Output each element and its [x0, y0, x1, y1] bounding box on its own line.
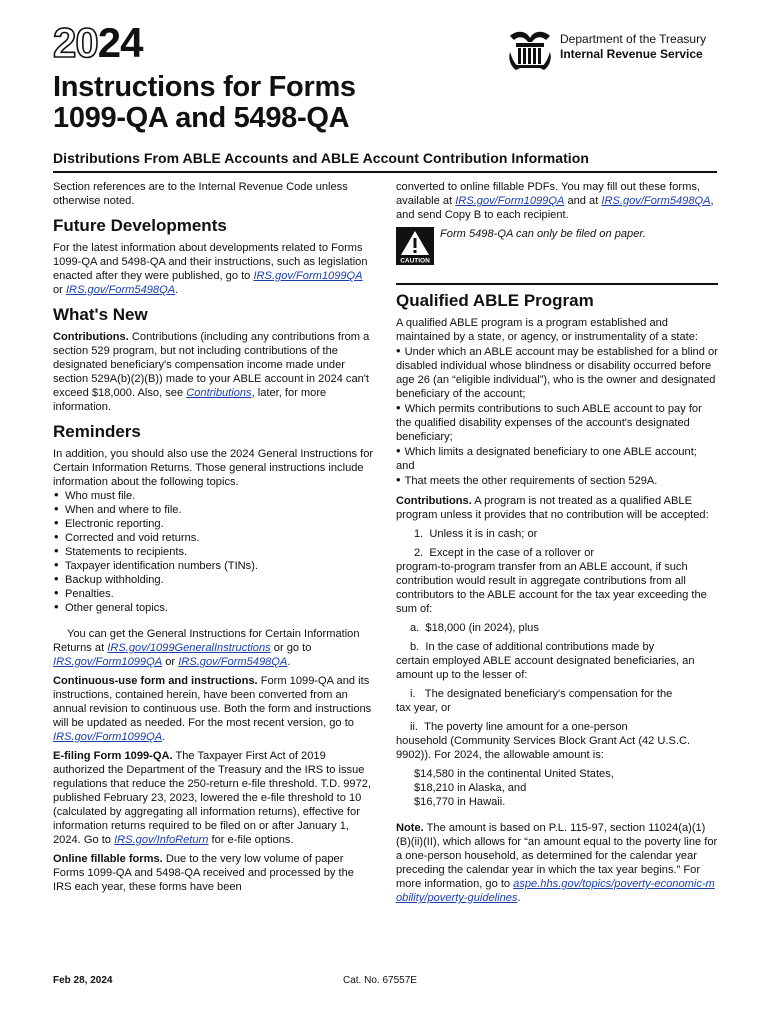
caution-icon	[396, 227, 434, 265]
allowable-amounts	[396, 767, 718, 809]
item-b: b. In the case of additional contributions made by certain employed ABLE account designated beneficiaries, an amount up to the lesser of:	[396, 641, 695, 681]
list-item: • Corrected and void returns.	[53, 531, 375, 545]
general-instructions-link[interactable]: IRS.gov/1099GeneralInstructions	[107, 642, 271, 654]
agency-name: Department of the Treasury Internal Revenue Service	[560, 32, 707, 61]
reminders-heading: Reminders	[53, 422, 141, 441]
list-item: • Who must file.	[53, 489, 375, 503]
item-a: a. $18,000 (in 2024), plus	[410, 622, 539, 634]
svg-text:CAUTION: CAUTION	[400, 257, 430, 265]
page-title: Instructions for Forms 1099-QA and 5498-QA	[53, 71, 356, 134]
header-divider	[53, 171, 717, 173]
list-item: • Statements to recipients.	[53, 545, 375, 559]
future-link-1099qa[interactable]: IRS.gov/Form1099QA	[253, 270, 363, 282]
footer-date: Feb 28, 2024	[53, 975, 113, 986]
fillable-link-5498qa[interactable]: IRS.gov/Form5498QA	[601, 195, 711, 207]
fillable-link-1099qa[interactable]: IRS.gov/Form1099QA	[455, 195, 565, 207]
list-item: • Other general topics.	[53, 601, 375, 615]
general-link-5498qa[interactable]: IRS.gov/Form5498QA	[178, 656, 288, 668]
list-item: $16,770 in Hawaii.	[414, 796, 506, 808]
list-item: • That meets the other requirements of section 529A.	[396, 472, 658, 487]
list-item: • Electronic reporting.	[53, 517, 375, 531]
qualified-list	[396, 344, 718, 488]
item-i: i. The designated beneficiary's compensation for the tax year, or	[396, 688, 673, 714]
item-2: 2. Except in the case of a rollover or program-to-program transfer from an ABLE account, if such contribution would result in aggregate contributions from all contributors to the ABLE account for the tax year exceeding the sum of:	[396, 547, 707, 615]
whats-new-contributions: Contributions. Contributions (including any contributions from a section 529 program, but not including contributions of the designated beneficiary's compensation income made under section 529A(b)(2)(B)) made to your ABLE account in 2024 can't exceed $18,000. Also, see Contributions, later, for more information.	[53, 331, 370, 413]
contributions-link[interactable]: Contributions	[186, 387, 252, 399]
list-item: • Penalties.	[53, 587, 375, 601]
inforeturn-link[interactable]: IRS.gov/InfoReturn	[114, 834, 209, 846]
item-1: 1. Unless it is in cash; or	[414, 528, 538, 540]
general-link-1099qa[interactable]: IRS.gov/Form1099QA	[53, 656, 163, 668]
continuous-use-text: Continuous-use form and instructions. Form 1099-QA and its instructions, contained herein, have been converted from an annual revision to continuous use. Both the form and instructions will be updated as needed. For the most recent version, go to IRS.gov/Form1099QA.	[53, 675, 372, 743]
list-item: $14,580 in the continental United States,	[414, 768, 614, 780]
poverty-guidelines-link[interactable]: aspe.hhs.gov/topics/poverty-economic-mobility/poverty-guidelines	[396, 878, 715, 904]
efiling-text: E-filing Form 1099-QA. The Taxpayer First Act of 2019 authorized the Department of the Treasury and the IRS to issue regulations that reduce the 250-return e-file threshold. T.D. 9972, published February 23, 2023, lowered the e-file threshold to 10 (calculated by aggregating all information returns), effective for information returns required to be filed on or after January 1, 2024. Go to IRS.gov/InfoReturn for e-file options.	[53, 750, 372, 846]
list-item: • Backup withholding.	[53, 573, 375, 587]
right-column	[396, 180, 718, 910]
list-item: • Under which an ABLE account may be established for a blind or disabled individual whose blindness or disability occurred before age 26 (an “eligible individual”), who is the owner and designated beneficiary of the account;	[396, 343, 718, 400]
caution-text: Form 5498-QA can only be filed on paper.	[440, 228, 646, 240]
irs-eagle-logo-icon	[506, 28, 554, 72]
whats-new-heading: What's New	[53, 305, 148, 324]
reminders-text: In addition, you should also use the 2024 General Instructions for Certain Information Returns. Those general instructions include information about the following topics.	[53, 448, 374, 488]
list-item: • Which permits contributions to such ABLE account to pay for the qualified disability expenses of the account's designated beneficiary;	[396, 400, 702, 443]
qualified-able-heading: Qualified ABLE Program	[396, 291, 594, 310]
future-link-5498qa[interactable]: IRS.gov/Form5498QA	[65, 284, 176, 296]
page-subtitle: Distributions From ABLE Accounts and ABLE Account Contribution Information	[53, 150, 589, 166]
general-instructions-text: You can get the General Instructions for Certain Information Returns at IRS.gov/1099GeneralInstructions or go to IRS.gov/Form1099QA or IRS.gov/Form5498QA.	[53, 628, 360, 668]
future-developments-text: For the latest information about developments related to Forms 1099-QA and 5498-QA and their instructions, such as legislation enacted after they were published, go to IRS.gov/Form1099QA or IRS.gov/Form5498QA.	[53, 242, 368, 296]
continuous-link-1099qa[interactable]: IRS.gov/Form1099QA	[53, 731, 163, 743]
contributions-text: Contributions. A program is not treated as a qualified ABLE program unless it provides that no contribution will be accepted:	[396, 495, 709, 521]
catalog-number: Cat. No. 67557E	[343, 975, 417, 986]
form-year: 2024	[53, 19, 143, 66]
future-developments-heading: Future Developments	[53, 216, 227, 235]
online-fillable-text: Online fillable forms. Due to the very low volume of paper Forms 1099-QA and 5498-QA received and processed by the IRS each year, these forms have been	[53, 853, 354, 893]
list-item: • Taxpayer identification numbers (TINs).	[53, 559, 375, 573]
topics-list	[53, 489, 375, 615]
item-ii: ii. The poverty line amount for a one-person household (Community Services Block Grant Act (42 U.S.C. 9902)). For 2024, the allowable amount is:	[396, 721, 691, 761]
caution-notice	[396, 227, 718, 265]
list-item: $18,210 in Alaska, and	[414, 782, 527, 794]
list-item: • When and where to file.	[53, 503, 375, 517]
online-fillable-continued: converted to online fillable PDFs. You may fill out these forms, available at IRS.gov/Form1099QA and at IRS.gov/Form5498QA, and send Copy B to each recipient.	[396, 181, 714, 221]
left-column	[53, 180, 375, 899]
qualified-able-text: A qualified ABLE program is a program established and maintained by a state, or agency, or instrumentality of a state:	[396, 317, 698, 343]
note-text: Note. The amount is based on P.L. 115-97, section 11024(a)(1)(B)(ii)(II), which allows for “an amount equal to the poverty line for a one-person household, as determined for the calendar year preceding the calendar year in which the tax year begins.” For more information, go to aspe.hhs.gov/topics/poverty-economic-mobility/poverty-guidelines.	[396, 822, 718, 904]
section-divider	[396, 283, 718, 285]
list-item: • Which limits a designated beneficiary to one ABLE account; and	[396, 443, 697, 472]
intro-text: Section references are to the Internal Revenue Code unless otherwise noted.	[53, 181, 348, 207]
